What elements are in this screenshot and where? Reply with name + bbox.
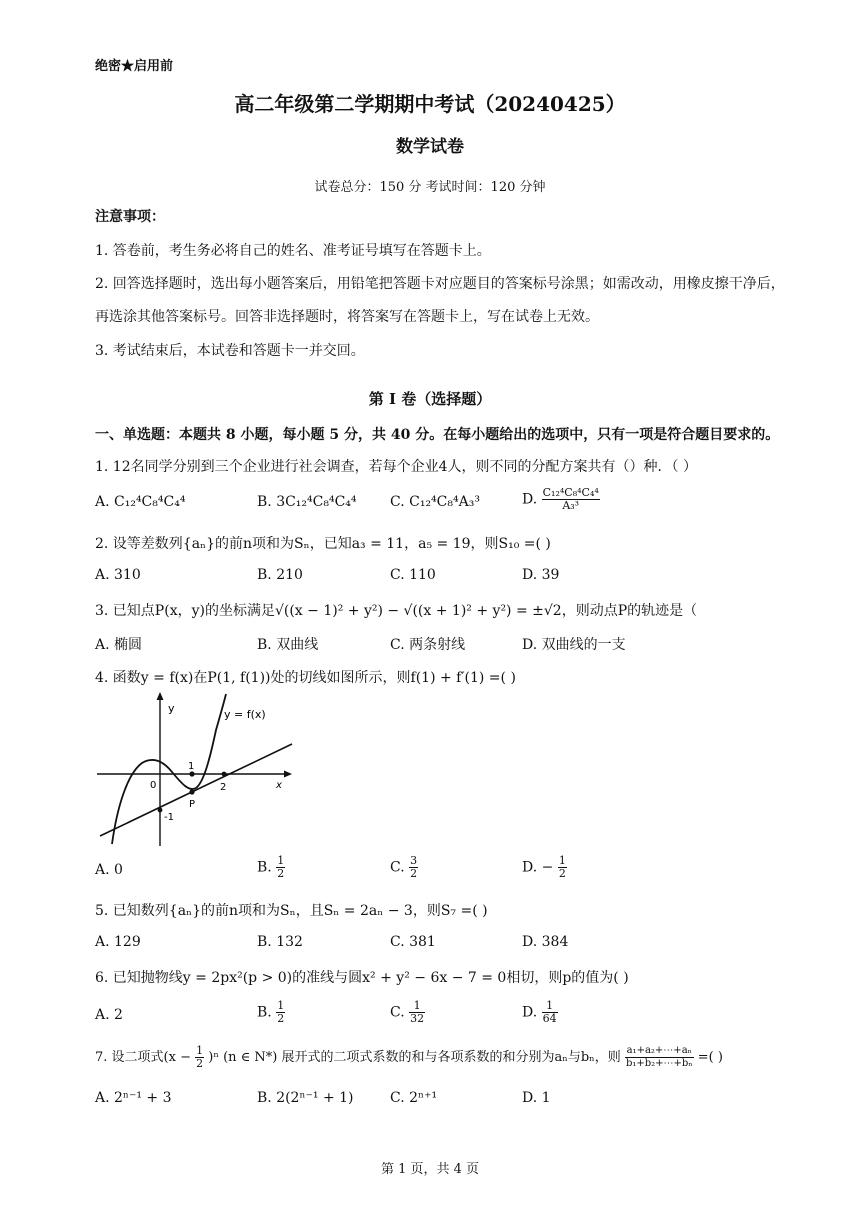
q1-option-d [522, 487, 600, 512]
q4-option-b-denominator: 2 [277, 867, 285, 880]
q4-point-x2 [222, 772, 227, 777]
notice-item-1: 1. 答卷前，考生务必将自己的姓名、准考证号填写在答题卡上。 [95, 243, 491, 259]
confidential-label: 绝密★启用前 [95, 59, 174, 74]
q7-stem-fraction-numerator: 1 [196, 1044, 204, 1057]
q7-stem-middle: )ⁿ (n ∈ N*) 展开式的二项式系数的和与各项系数的和分别为aₙ与bₙ，则 [208, 1050, 621, 1065]
q4-option-a: A. 0 [95, 862, 123, 878]
section-title: 第 I 卷（选择题） [368, 390, 492, 408]
q4-option-d [522, 855, 567, 880]
q6-option-c-numerator: 1 [409, 1000, 425, 1013]
q4-option-d-denominator: 2 [558, 867, 566, 880]
q6-option-c-fraction [409, 1000, 425, 1025]
q4-graph [92, 688, 302, 848]
q6-option-b-prefix: B. [257, 1004, 272, 1021]
q6-option-d-numerator: 1 [542, 1000, 558, 1013]
q6-option-b [257, 1000, 285, 1025]
q6-option-d [522, 1000, 558, 1025]
q4-x-axis-arrow [284, 771, 292, 778]
q3-option-a: A. 椭圆 [95, 637, 143, 653]
q1-option-c: C. C₁₂⁴C₈⁴A₃³ [390, 494, 480, 510]
q2-option-b: B. 210 [257, 567, 303, 583]
q7-option-b: B. 2(2ⁿ⁻¹ + 1) [257, 1090, 354, 1106]
notice-item-2b: 再选涂其他答案标号。回答非选择题时，将答案写在答题卡上，写在试卷上无效。 [95, 309, 599, 325]
q6-option-a: A. 2 [95, 1007, 123, 1023]
q3-option-d: D. 双曲线的一支 [522, 637, 626, 653]
q6-option-c-denominator: 32 [410, 1012, 425, 1025]
q4-origin-label: 0 [150, 780, 157, 791]
q2-option-c: C. 110 [390, 567, 436, 583]
q4-option-d-fraction [558, 855, 567, 880]
q1-stem: 1. 12名同学分别到三个企业进行社会调查，若每个企业4人，则不同的分配方案共有（）种．（ ） [95, 459, 697, 475]
q1-option-d-denominator: A₃³ [562, 499, 580, 512]
q7-ratio-denominator: b₁+b₂+⋯+bₙ [625, 1058, 693, 1069]
q5-stem: 5. 已知数列{aₙ}的前n项和为Sₙ，且Sₙ = 2aₙ − 3，则S₇ =( ) [95, 903, 488, 919]
q4-option-b-fraction [276, 855, 285, 880]
q7-stem-start: 7. 设二项式(x − [95, 1050, 191, 1065]
q3-stem: 3. 已知点P(x，y)的坐标满足√((x − 1)² + y²) − √((x + 1)² + y²) = ±√2，则动点P的轨迹是（ [95, 603, 698, 619]
section-instruction: 一、单选题：本题共 8 小题，每小题 5 分，共 40 分。在每小题给出的选项中，只有一项是符合题目要求的。 [95, 427, 780, 443]
q4-option-b-prefix: B. [257, 859, 272, 876]
q5-option-d: D. 384 [522, 934, 569, 950]
q4-option-c-prefix: C. [390, 859, 405, 876]
q4-point-x1 [189, 771, 194, 776]
q4-y-axis-arrow [157, 692, 164, 700]
q7-ratio-numerator: a₁+a₂+⋯+aₙ [626, 1045, 692, 1056]
q6-stem: 6. 已知抛物线y = 2px²(p > 0)的准线与圆x² + y² − 6x − 7 = 0相切，则p的值为( ) [95, 970, 629, 986]
q4-option-b [257, 855, 285, 880]
q5-option-a: A. 129 [95, 934, 141, 950]
q4-y-label: y [168, 702, 175, 715]
q4-curve-label: y = f(x) [224, 708, 266, 721]
q7-stem [95, 1045, 723, 1070]
q4-option-c [390, 855, 418, 880]
q4-point-y-intercept [158, 808, 163, 813]
q1-option-d-fraction [542, 487, 600, 512]
q6-option-b-numerator: 1 [277, 999, 285, 1012]
q4-option-d-numerator: 1 [558, 854, 566, 867]
q6-option-b-denominator: 2 [277, 1012, 285, 1025]
q1-option-d-prefix: D. [522, 491, 538, 508]
q7-option-d: D. 1 [522, 1090, 551, 1106]
q6-option-b-fraction [276, 1000, 285, 1025]
q6-option-d-denominator: 64 [542, 1012, 557, 1025]
notice-item-2a: 2. 回答选择题时，选出每小题答案后，用铅笔把答题卡对应题目的答案标号涂黑；如需改动，用橡皮擦干净后， [95, 276, 785, 292]
exam-info: 试卷总分：150 分 考试时间：120 分钟 [314, 180, 546, 195]
q7-stem-fraction [195, 1045, 204, 1070]
q4-point-p [189, 789, 194, 794]
q3-option-c: C. 两条射线 [390, 637, 466, 653]
q4-option-c-fraction [409, 855, 418, 880]
q4-two-label: 2 [220, 782, 227, 793]
q4-option-b-numerator: 1 [277, 854, 285, 867]
q1-option-d-numerator: C₁₂⁴C₈⁴C₄⁴ [542, 486, 599, 499]
q5-option-c: C. 381 [390, 934, 436, 950]
notice-heading: 注意事项： [95, 209, 165, 225]
q6-option-c-prefix: C. [390, 1004, 405, 1021]
q4-option-d-prefix: D. − [522, 859, 554, 876]
q2-option-a: A. 310 [95, 567, 141, 583]
q5-option-b: B. 132 [257, 934, 303, 950]
q4-option-c-numerator: 3 [410, 854, 418, 867]
exam-subtitle: 数学试卷 [396, 137, 464, 157]
q4-tangent-line [100, 744, 292, 836]
q7-stem-fraction-denominator: 2 [196, 1057, 204, 1070]
q7-option-c: C. 2ⁿ⁺¹ [390, 1090, 438, 1106]
q4-one-label: 1 [188, 761, 195, 772]
q3-option-b: B. 双曲线 [257, 637, 319, 653]
q2-stem: 2. 设等差数列{aₙ}的前n项和为Sₙ，已知a₃ = 11，a₅ = 19，则S₁₀ =( ) [95, 536, 551, 552]
q6-option-d-prefix: D. [522, 1004, 538, 1021]
q1-option-b: B. 3C₁₂⁴C₈⁴C₄⁴ [257, 494, 357, 510]
q7-stem-end: =( ) [697, 1050, 723, 1065]
exam-title: 高二年级第二学期期中考试（20240425） [234, 92, 626, 116]
q4-p-label: P [189, 799, 196, 810]
q2-option-d: D. 39 [522, 567, 560, 583]
q4-x-label: x [276, 780, 282, 791]
q7-ratio-fraction [625, 1045, 694, 1070]
q4-stem: 4. 函数y = f(x)在P(1, f(1))处的切线如图所示，则f(1) + f′(1) =( ) [95, 670, 516, 686]
q6-option-d-fraction [542, 1000, 558, 1025]
notice-item-3: 3. 考试结束后，本试卷和答题卡一并交回。 [95, 343, 365, 359]
q4-option-c-denominator: 2 [410, 867, 418, 880]
q1-option-a: A. C₁₂⁴C₈⁴C₄⁴ [95, 494, 186, 510]
q7-option-a: A. 2ⁿ⁻¹ + 3 [95, 1090, 172, 1106]
q6-option-c [390, 1000, 425, 1025]
page-number: 第 1 页，共 4 页 [380, 1162, 480, 1177]
q4-neg-one-label: -1 [164, 812, 174, 823]
